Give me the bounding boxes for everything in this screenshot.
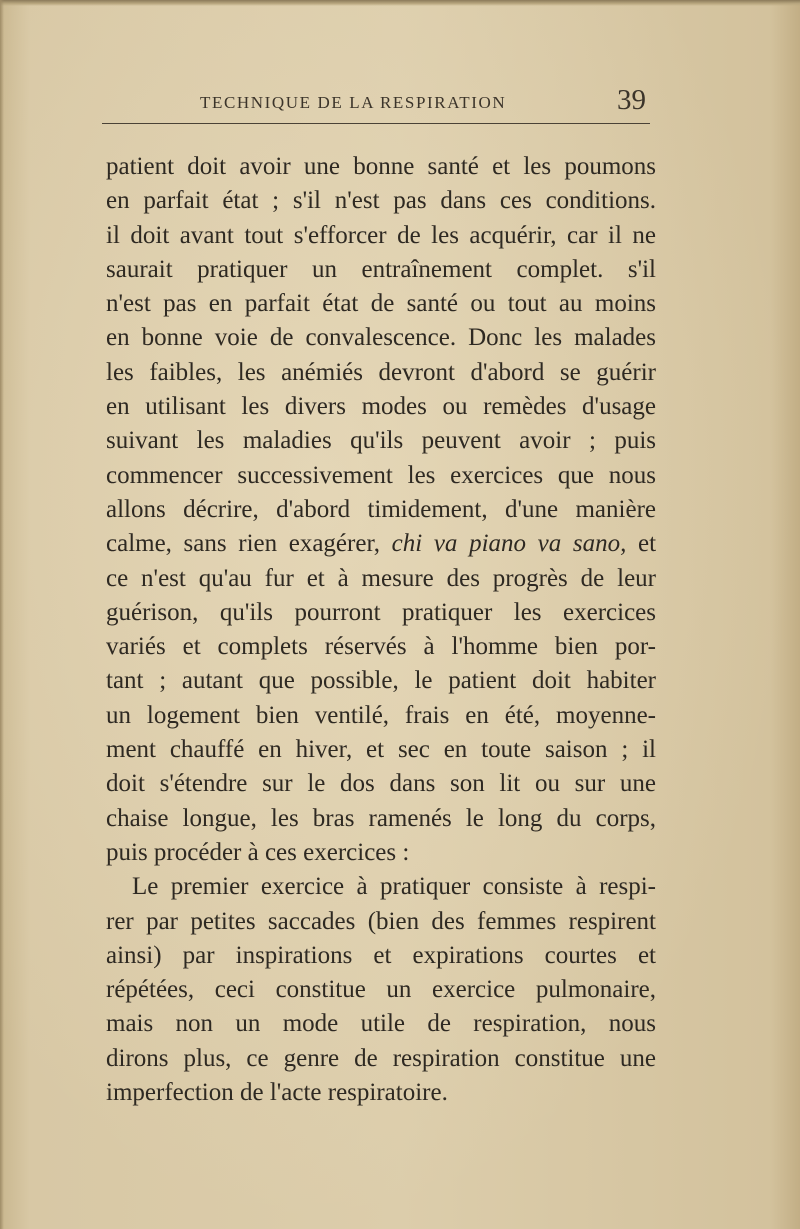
text-line: ment chauffé en hiver, et sec en toute saison ; il [106, 736, 656, 764]
text-line: un logement bien ventilé, frais en été, moyenne- [106, 701, 656, 729]
text-line: patient doit avoir une bonne santé et les poumons [106, 153, 656, 180]
text-line-with-italic [106, 527, 656, 561]
text-line: tant ; autant que possible, le patient doit habiter [106, 667, 656, 695]
text-line: ainsi) par inspirations et expirations courtes et [106, 941, 656, 969]
running-title: TECHNIQUE DE LA RESPIRATION [200, 93, 507, 112]
text-segment: et [637, 530, 657, 558]
text-line: ce n'est qu'au fur et à mesure des progrès de leur [106, 564, 656, 592]
text-line: suivant les maladies qu'ils peuvent avoir ; puis [106, 427, 656, 455]
text-line: les faibles, les anémiés devront d'abord se guérir [106, 358, 656, 386]
text-line: variés et complets réservés à l'homme bien por- [106, 633, 656, 661]
page-left-edge [0, 0, 4, 1229]
text-line: guérison, qu'ils pourront pratiquer les exercices [106, 598, 656, 626]
italic-proverb: chi va piano va sano, [391, 530, 627, 558]
text-line: mais non un mode utile de respiration, nous [106, 1010, 656, 1038]
text-line: doit s'étendre sur le dos dans son lit ou sur une [106, 770, 656, 798]
text-line: dirons plus, ce genre de respiration constitue une [106, 1044, 656, 1072]
paragraph-start-line: Le premier exercice à pratiquer consiste à respi- [132, 873, 656, 901]
body-text [106, 150, 656, 1110]
page-top-edge [0, 0, 800, 6]
text-line: n'est pas en parfait état de santé ou tout au moins [106, 290, 656, 318]
page-number: 39 [617, 84, 646, 116]
text-line: puis procéder à ces exercices : [106, 838, 410, 866]
text-segment: calme, sans rien exagérer, [106, 530, 381, 558]
text-line: rer par petites saccades (bien des femmes respirent [106, 907, 656, 935]
text-line: imperfection de l'acte respiratoire. [106, 1079, 448, 1107]
header-rule [102, 123, 650, 124]
text-line: chaise longue, les bras ramenés le long du corps, [106, 804, 656, 832]
text-line: en bonne voie de convalescence. Donc les malades [106, 324, 656, 352]
text-line: allons décrire, d'abord timidement, d'une manière [106, 495, 656, 523]
text-line: commencer successivement les exercices que nous [106, 461, 656, 489]
text-line: saurait pratiquer un entraînement complet. s'il [106, 255, 656, 283]
text-line: il doit avant tout s'efforcer de les acquérir, car il ne [106, 221, 656, 249]
text-line: répétées, ceci constitue un exercice pulmonaire, [106, 976, 656, 1004]
text-line: en utilisant les divers modes ou remèdes d'usage [106, 393, 656, 421]
text-line: en parfait état ; s'il n'est pas dans ces conditions. [106, 187, 656, 215]
